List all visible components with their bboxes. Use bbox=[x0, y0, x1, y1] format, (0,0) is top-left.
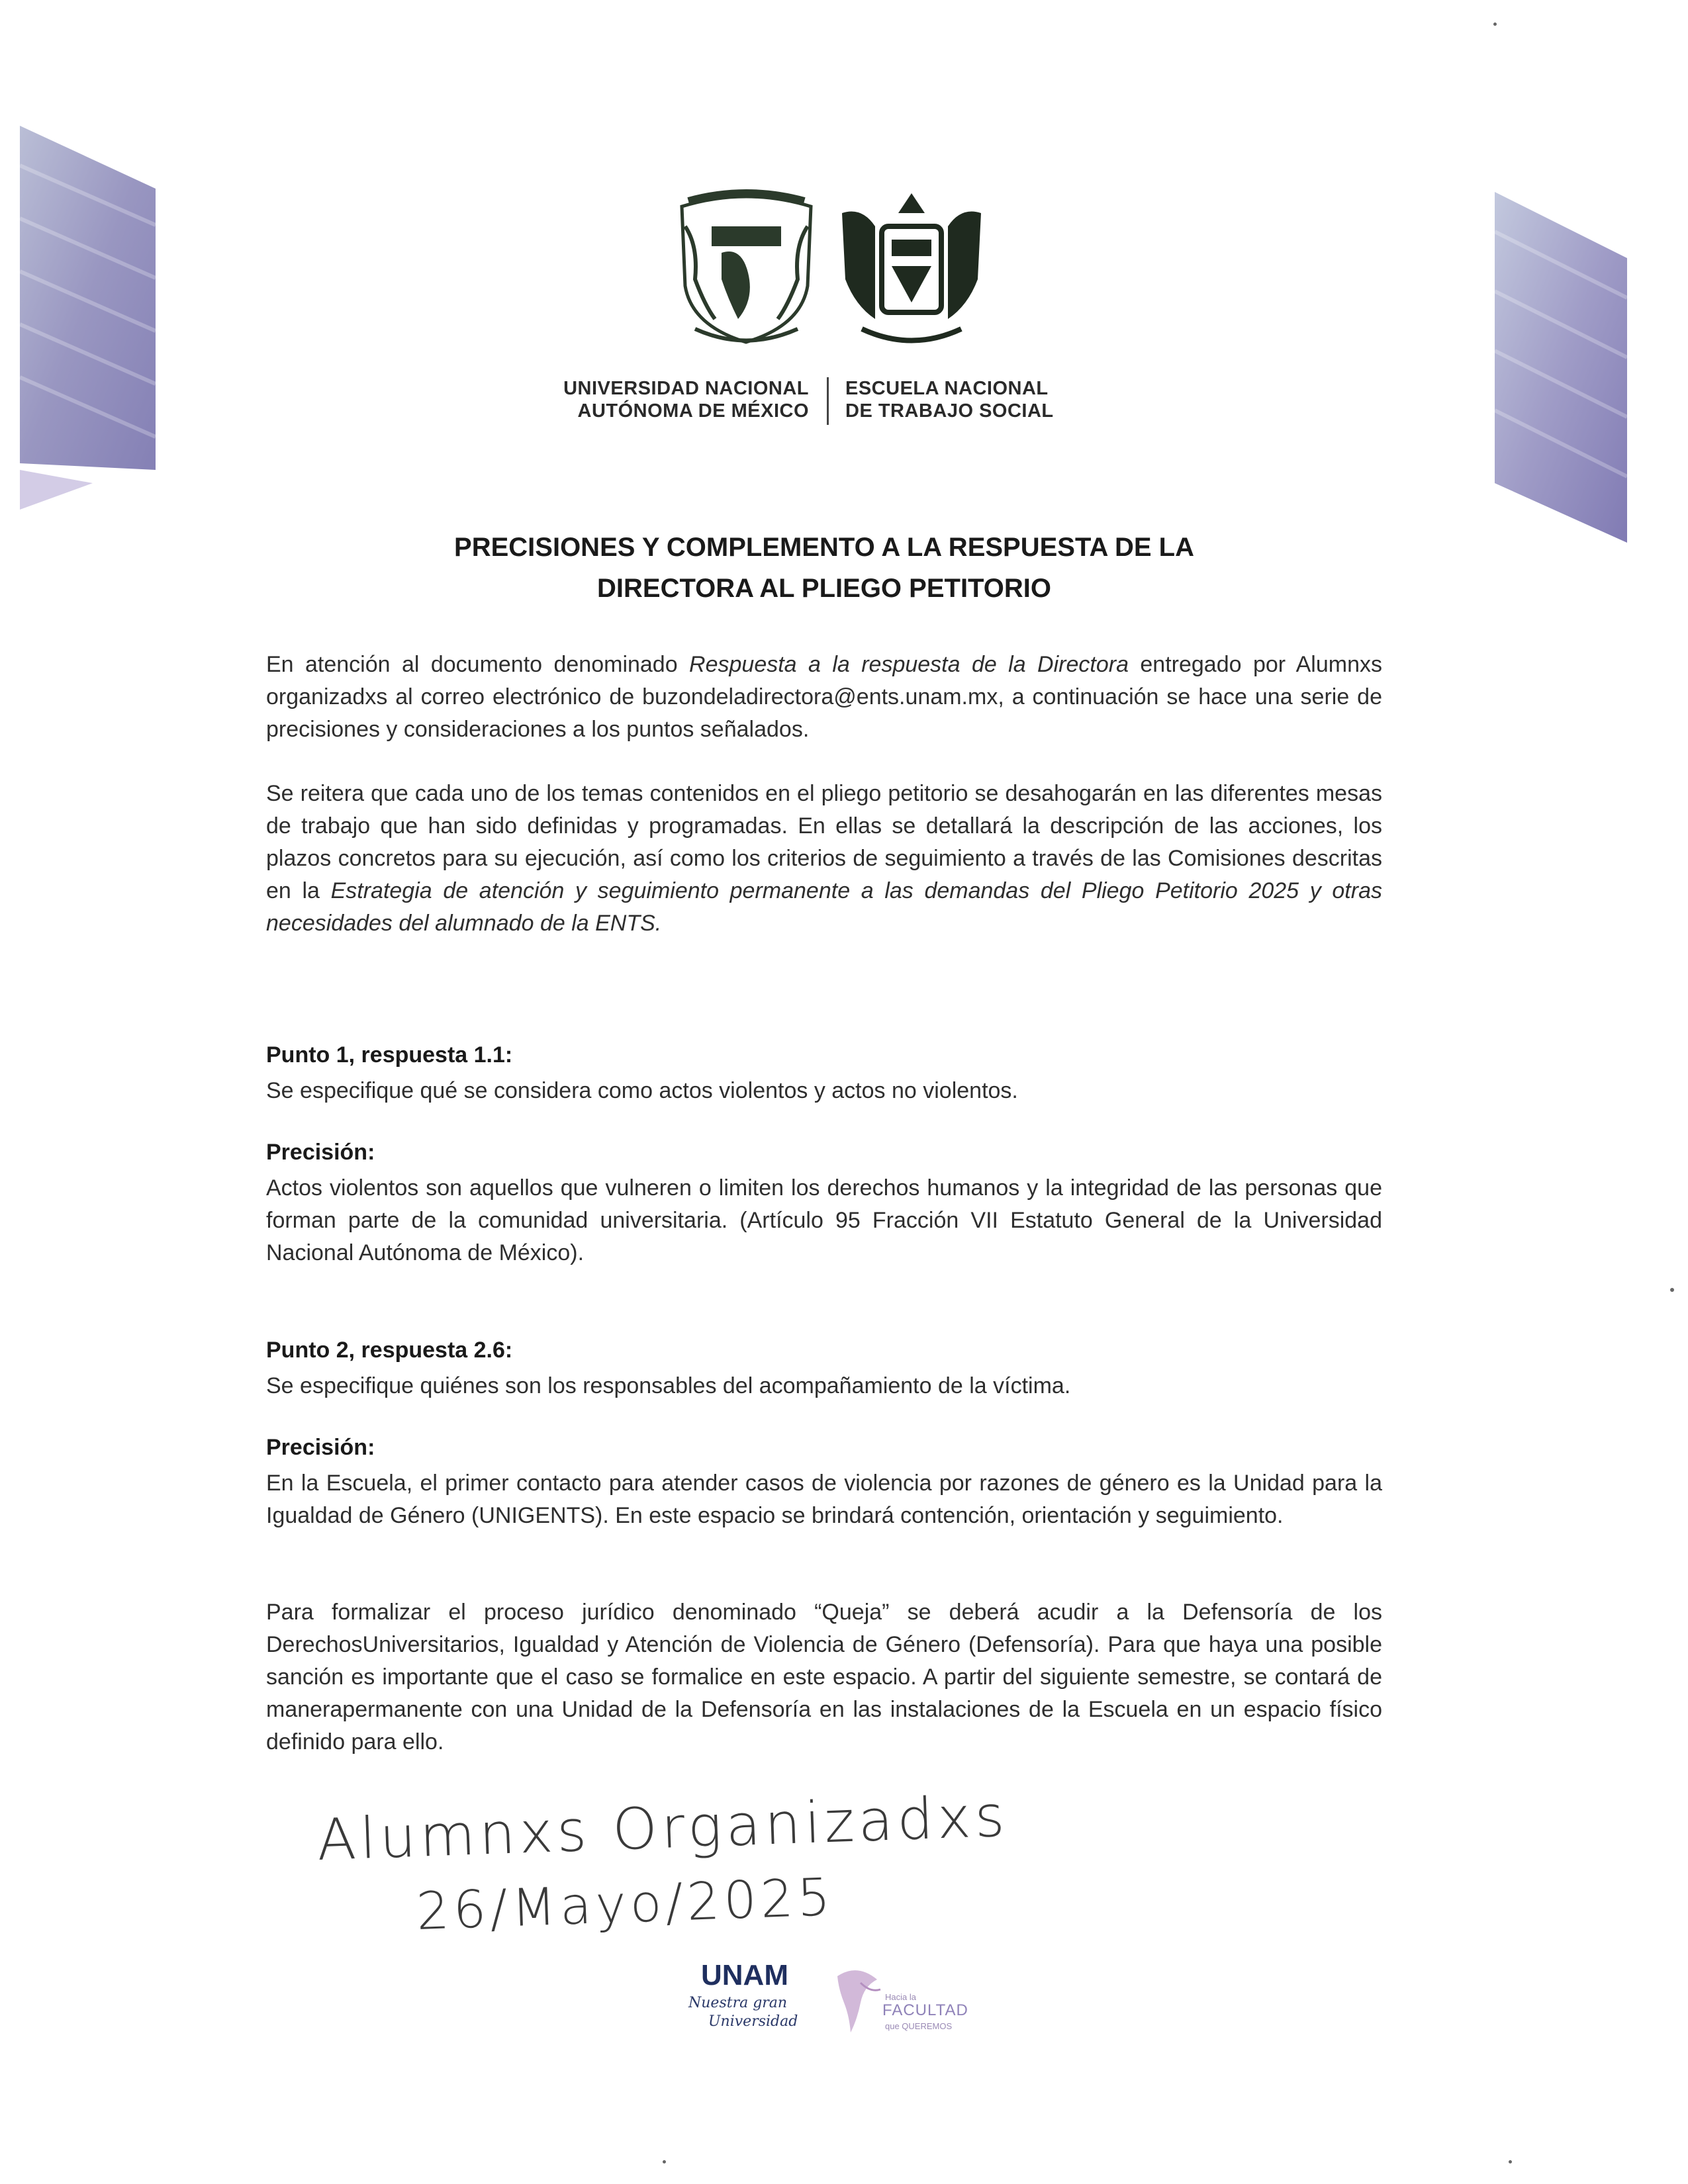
signature-line1: Alumnxs Organizadxs bbox=[316, 1783, 1010, 1874]
institution-unam-line2: AUTÓNOMA DE MÉXICO bbox=[577, 400, 809, 422]
scan-speck bbox=[1493, 23, 1497, 26]
faculty-big-word: FACULTAD bbox=[882, 2001, 968, 2019]
punto1-precision-text: Actos violentos son aquellos que vulneren o limiten los derechos humanos y la integridad de las personas que forman parte de la comunidad universitaria. (Artículo 95 Fracción VII Estatuto General de la Universidad Nacional Autónoma de México). bbox=[266, 1175, 1382, 1265]
punto2-precision-heading: Precisión: bbox=[266, 1435, 375, 1460]
punto2-precision-text: En la Escuela, el primer contacto para atender casos de violencia por razones de género es la Unidad para la Igualdad de Género (UNIGENTS). En este espacio se brindará contención, orientación y seguimiento. bbox=[266, 1471, 1382, 1528]
institution-ents-line1: ESCUELA NACIONAL bbox=[845, 378, 1049, 399]
institution-divider bbox=[827, 377, 829, 425]
punto1-heading: Punto 1, respuesta 1.1: bbox=[266, 1042, 513, 1068]
scan-speck bbox=[1670, 1288, 1674, 1292]
unam-shield-logo bbox=[675, 187, 818, 349]
handwritten-signature bbox=[311, 1783, 1010, 1959]
unam-footer-logo bbox=[682, 1959, 808, 2038]
intro-text-1: En atención al documento denominado bbox=[266, 652, 690, 677]
intro-text-2: entregado por Alumnxs organizadxs al correo electrónico de buzondeladirectora@ents.unam.mx, a continuación se hace una serie de precisiones y consideraciones a los puntos señalados. bbox=[266, 652, 1382, 742]
reiteration-text: Se reitera que cada uno de los temas contenidos en el pliego petitorio se desahogarán en las diferentes mesas de trabajo que han sido definidas y programadas. En ellas se detallará la descripción de las acciones, los plazos concretos para su ejecución, así como los criterios de seguimiento a través de las Comisiones descritas en la bbox=[266, 781, 1382, 903]
unam-tagline-line1: Nuestra gran bbox=[688, 1995, 788, 2011]
title-line2: DIRECTORA AL PLIEGO PETITORIO bbox=[597, 574, 1051, 603]
institution-name-unam bbox=[563, 377, 809, 422]
reiteration-paragraph bbox=[266, 778, 1382, 940]
document-title bbox=[331, 527, 1317, 609]
title-line1: PRECISIONES Y COMPLEMENTO A LA RESPUESTA DE LA bbox=[454, 533, 1194, 562]
ents-shield-logo bbox=[835, 187, 988, 349]
punto1-precision-heading: Precisión: bbox=[266, 1140, 375, 1165]
intro-italic-title: Respuesta a la respuesta de la Directora bbox=[689, 652, 1129, 677]
faculty-small-bottom: que QUEREMOS bbox=[885, 2021, 953, 2031]
punto2-heading: Punto 2, respuesta 2.6: bbox=[266, 1338, 513, 1363]
decorative-ribbon-right bbox=[1495, 192, 1627, 543]
unam-tagline-line2: Universidad bbox=[708, 2013, 798, 2030]
hummingbird-icon bbox=[831, 1963, 884, 2036]
decorative-ribbon-left bbox=[20, 126, 159, 510]
punto2-formalize-text: Para formalizar el proceso jurídico denominado “Queja” se deberá acudir a la Defensoría de los DerechosUniversitarios, Igualdad y Atención de Violencia de Género (Defensoría). Para que haya una posible sanción es importante que el caso se formalice en este espacio. A partir del siguiente semestre, se contará de manerapermanente con una Unidad de la Defensoría en las instalaciones de la Escuela en un espacio físico definido para ello. bbox=[266, 1600, 1382, 1754]
unam-wordmark: UNAM bbox=[701, 1959, 788, 1991]
institution-name-ents bbox=[845, 377, 1054, 422]
punto2-text: Se especifique quiénes son los responsables del acompañamiento de la víctima. bbox=[266, 1373, 1071, 1398]
institution-ents-line2: DE TRABAJO SOCIAL bbox=[845, 400, 1054, 422]
scan-speck bbox=[1509, 2160, 1512, 2163]
intro-paragraph bbox=[266, 649, 1382, 746]
reiteration-italic-strategy: Estrategia de atención y seguimiento permanente a las demandas del Pliego Petitorio 2025 y otras necesidades del alumnado de la ENTS. bbox=[266, 878, 1382, 936]
signature-line2: 26/Mayo/2025 bbox=[415, 1868, 835, 1942]
scan-speck bbox=[663, 2160, 666, 2163]
punto1-text: Se especifique qué se considera como actos violentos y actos no violentos. bbox=[266, 1078, 1018, 1103]
faculty-footer-logo bbox=[831, 1963, 970, 2036]
faculty-small-top: Hacia la bbox=[885, 1992, 916, 2002]
institution-unam-line1: UNIVERSIDAD NACIONAL bbox=[563, 378, 809, 399]
